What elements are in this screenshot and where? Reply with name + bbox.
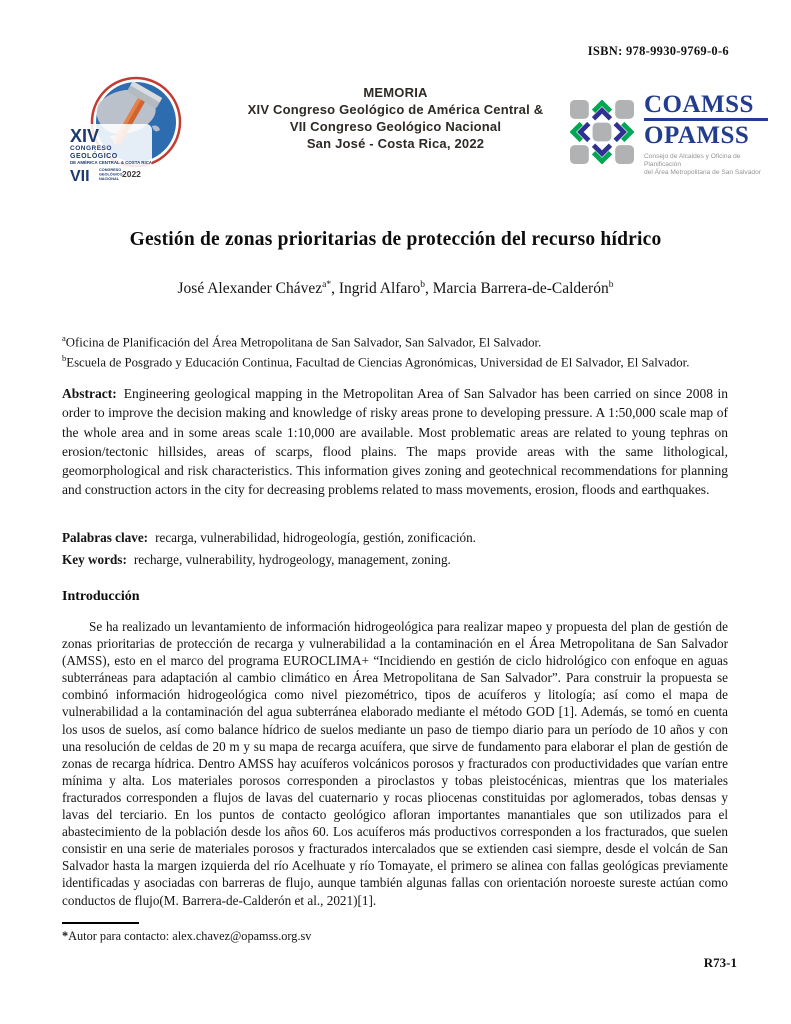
- logo-region-label: DE AMÉRICA CENTRAL & COSTA RICA: [70, 160, 153, 165]
- author-2-superscript: b: [420, 280, 425, 290]
- affiliations: [62, 331, 732, 371]
- logo-vii-sub1-label: CONGRESO: [99, 168, 122, 172]
- affiliation-b-superscript: b: [62, 352, 67, 363]
- affiliation-a-text: Oficina de Planificación del Área Metropolitana de San Salvador, San Salvador, El Salvador.: [65, 335, 542, 350]
- congress-line-2: VII Congreso Geológico Nacional: [289, 119, 502, 134]
- author-3: Marcia Barrera-de-Calderón: [432, 280, 609, 298]
- contact-footnote: [62, 929, 311, 944]
- author-3-superscript: b: [608, 280, 614, 290]
- palabras-clave-line: [62, 527, 728, 549]
- footnote-text: Autor para contacto: alex.chavez@opamss.org.sv: [68, 929, 312, 943]
- memoria-title: MEMORIA: [363, 85, 428, 100]
- keywords-text: recharge, vulnerability, hydrogeology, management, zoning.: [133, 552, 451, 567]
- coamss-grid-icon: [570, 100, 634, 164]
- abstract-label: Abstract:: [62, 386, 117, 401]
- logo-vii-sub2-label: GEOLÓGICO: [99, 172, 123, 177]
- logo-vii-label: VII: [70, 168, 90, 185]
- footnote-marker: *: [62, 929, 69, 943]
- coamss-opamss-logo: [570, 92, 768, 177]
- coamss-label: COAMSS: [644, 91, 754, 118]
- coamss-tagline: [644, 153, 768, 177]
- abstract-text: Engineering geological mapping in the Metropolitan Area of San Salvador has been carried on since 2008 in order to improve the decision making and knowledge of risky areas prone to developing pressure. A 1:50,000 scale map of the whole area and in some areas scale 1:10,000 are available. Most problematic areas are related to young tephras on erosion/tectonic hillsides, areas of scarps, flood plains. The maps provide areas with the same lithological, geomorphological and risk characteristics. This information gives zoning and geotechnical recommendations for planning and construction actors in the city for decreasing problems related to mass movements, erosion, floods and earthquakes.: [62, 386, 728, 498]
- coamss-tagline-line1: Consejo de Alcaldes y Oficina de Planificación: [644, 153, 741, 168]
- affiliation-b-text: Escuela de Posgrado y Educación Continua, Facultad de Ciencias Agronómicas, Universidad de El Salvador, El Salvador.: [66, 355, 690, 370]
- palabras-clave-text: recarga, vulnerabilidad, hidrogeología, gestión, zonificación.: [155, 530, 476, 545]
- coamss-wordmark: [644, 92, 768, 177]
- author-1: José Alexander Chávez: [177, 280, 323, 298]
- logo-geologico-label: GEOLÓGICO: [70, 153, 118, 160]
- coamss-divider: [644, 118, 768, 121]
- authors-line: [0, 280, 791, 298]
- coamss-tagline-line2: del Área Metropolitana de San Salvador: [644, 169, 761, 176]
- congress-line-1: XIV Congreso Geológico de América Central &: [247, 102, 544, 117]
- author-separator-2: ,: [424, 280, 433, 298]
- footnote-rule: [62, 922, 139, 924]
- logo-xiv-label: XIV: [70, 126, 100, 146]
- author-separator-1: ,: [331, 280, 339, 298]
- opamss-label: OPAMSS: [644, 122, 750, 149]
- author-2: Ingrid Alfaro: [338, 280, 421, 298]
- abstract-paragraph: [62, 384, 728, 500]
- keywords-label: Key words:: [62, 552, 127, 567]
- logo-congreso-label: CONGRESO: [70, 145, 112, 152]
- author-1-superscript: a*: [322, 280, 332, 290]
- logo-vii-sub3-label: NACIONAL: [99, 177, 120, 181]
- palabras-clave-label: Palabras clave:: [62, 530, 149, 545]
- affiliation-a-superscript: a: [62, 333, 66, 343]
- keywords-line: [62, 549, 728, 571]
- paper-title: Gestión de zonas prioritarias de protección del recurso hídrico: [129, 229, 662, 250]
- introduction-paragraph: Se ha realizado un levantamiento de información hidrogeológica para realizar mapeo y propuesta del plan de gestión de zonas prioritarias de protección de recarga y vulnerabilidad a la contaminación en el Área Metropolitana de San Salvador (AMSS), esto en el marco del programa EUROCLIMA+ “Incidiendo en gestión de ciclo hidrológico con enfoque en aguas subterráneas para adaptación al cambio climático en Área Metropolitana de San Salvador”. Para construir la propuesta se combinó información hidrogeológica como nivel piezométrico, tipos de acuíferos y litología; así como el mapa de vulnerabilidad a la contaminación del agua subterránea elaborado mediante el método GOD [1]. Además, se tomó en cuenta los usos de suelos, así como balance hídrico de suelos mediante un paso de tiempo diario para un período de 10 años y con una resolución de celdas de 20 m y su mapa de recarga acuífera, que sirve de fundamento para elaborar el plan de gestión de zonas de recarga hídrica. Dentro AMSS hay acuíferos volcánicos porosos y fracturados con productividades que varían entre mínima y alta. Los materiales porosos corresponden a piroclastos y tobas pleistocénicas, mientras que los materiales fracturados corresponden a flujos de lavas del cuaternario y rocas pliocenas constituidas por aglomerados, tobas densas y lavas del terciario. En los puntos de contacto geológico afloran importantes manantiales que son utilizados para el abastecimiento de la población desde los años 60. Los acuíferos más productivos corresponden a los fracturados, que suelen consistir en una serie de materiales porosos y fracturados intercalados que se extienden casi siempre, desde el volcán de San Salvador hasta la margen izquierda del río Acelhuate y río Tomayate, el primero se alinea con fallas geológicas previamente identificadas y asociadas con barreras de flujo, aunque también algunas fallas con orientación noroeste sureste actúan como conductos de flujo(M. Barrera-de-Calderón et al., 2021)[1].: [62, 619, 728, 908]
- affiliation-b: [62, 351, 732, 371]
- affiliation-a: [62, 331, 732, 351]
- isbn-number: ISBN: 978-9930-9769-0-6: [587, 44, 729, 58]
- keywords-block: [62, 527, 728, 571]
- congress-location: San José - Costa Rica, 2022: [306, 136, 485, 151]
- logo-year-label: 2022: [122, 169, 141, 179]
- page-code: R73-1: [703, 955, 737, 970]
- introduction-heading: Introducción: [62, 589, 140, 604]
